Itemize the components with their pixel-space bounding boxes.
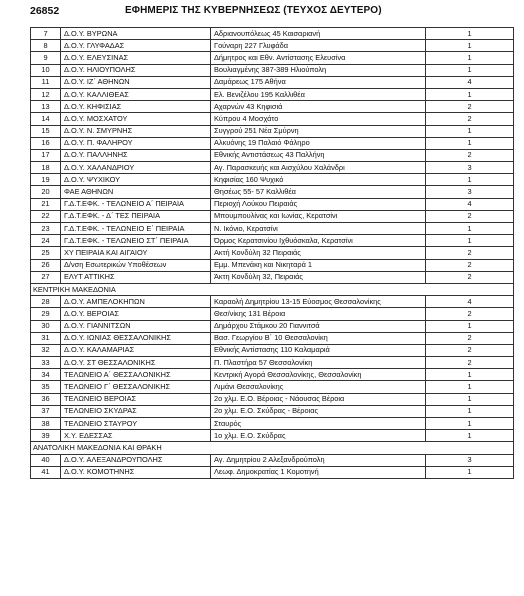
table-row (31, 418, 514, 430)
office-address: Καραολή Δημητρίου 13-15 Εύοσμος Θεσσαλονίκης (211, 296, 426, 308)
office-name: Δ.Ο.Υ. ΣΤ ΘΕΣΣΑΛΟΝΙΚΗΣ (61, 357, 211, 369)
position-count: 4 (426, 198, 514, 210)
office-name: Δ.Ο.Υ. ΒΥΡΩΝΑ (61, 28, 211, 40)
row-number: 41 (31, 466, 61, 478)
table-row (31, 223, 514, 235)
office-name: Γ.Δ.Τ.ΕΦΚ. - ΤΕΛΩΝΕΙΟ ΣΤ΄ ΠΕΙΡΑΙΑ (61, 235, 211, 247)
position-count: 2 (426, 113, 514, 125)
position-count: 2 (426, 210, 514, 222)
position-count: 2 (426, 259, 514, 271)
office-address: Σταυρός (211, 418, 426, 430)
position-count: 2 (426, 357, 514, 369)
table-row (31, 28, 514, 40)
office-name: Δ/νση Εσωτερικών Υποθέσεων (61, 259, 211, 271)
office-name: Δ.Ο.Υ. ΚΟΜΟΤΗΝΗΣ (61, 466, 211, 478)
section-row (31, 442, 514, 454)
table-row (31, 186, 514, 198)
row-number: 27 (31, 271, 61, 283)
journal-title: ΕΦΗΜΕΡΙΣ ΤΗΣ ΚΥΒΕΡΝΗΣΕΩΣ (ΤΕΥΧΟΣ ΔΕΥΤΕΡΟ) (125, 5, 382, 16)
office-address: Αχαρνών 43 Κηφισιά (211, 101, 426, 113)
office-name: ΤΕΛΩΝΕΙΟ ΣΤΑΥΡΟΥ (61, 418, 211, 430)
row-number: 19 (31, 174, 61, 186)
office-name: Δ.Ο.Υ. Ν. ΣΜΥΡΝΗΣ (61, 125, 211, 137)
position-count: 3 (426, 186, 514, 198)
position-count: 4 (426, 296, 514, 308)
table-row (31, 101, 514, 113)
office-address: Δαμάρεως 175 Αθήνα (211, 76, 426, 88)
position-count: 2 (426, 332, 514, 344)
office-name: Δ.Ο.Υ. ΗΛΙΟΥΠΟΛΗΣ (61, 64, 211, 76)
position-count: 1 (426, 64, 514, 76)
table-row (31, 308, 514, 320)
row-number: 9 (31, 52, 61, 64)
office-name: ΤΕΛΩΝΕΙΟ Γ΄ ΘΕΣΣΑΛΟΝΙΚΗΣ (61, 381, 211, 393)
table-row (31, 430, 514, 442)
office-address: Λιμάνι Θεσσαλονίκης (211, 381, 426, 393)
office-address: Μπουμπουλίνας και Ιωνίας, Κερατσίνι (211, 210, 426, 222)
position-count: 1 (426, 125, 514, 137)
row-number: 21 (31, 198, 61, 210)
office-name: Δ.Ο.Υ. ΕΛΕΥΣΙΝΑΣ (61, 52, 211, 64)
office-name: Δ.Ο.Υ. ΙΖ΄ ΑΘΗΝΩΝ (61, 76, 211, 88)
office-name: Δ.Ο.Υ. ΑΜΠΕΛΟΚΗΠΩΝ (61, 296, 211, 308)
position-count: 1 (426, 393, 514, 405)
office-name: ΤΕΛΩΝΕΙΟ Α΄ ΘΕΣΣΑΛΟΝΙΚΗΣ (61, 369, 211, 381)
office-address: Αλκυόνης 19 Παλαιό Φάληρο (211, 137, 426, 149)
office-name: Δ.Ο.Υ. ΙΩΝΙΑΣ ΘΕΣΣΑΛΟΝΙΚΗΣ (61, 332, 211, 344)
offices-table (30, 27, 514, 479)
office-name: ΤΕΛΩΝΕΙΟ ΣΚΥΔΡΑΣ (61, 405, 211, 417)
row-number: 10 (31, 64, 61, 76)
row-number: 11 (31, 76, 61, 88)
position-count: 2 (426, 271, 514, 283)
office-name: Δ.Ο.Υ. ΠΑΛΛΗΝΗΣ (61, 149, 211, 161)
position-count: 3 (426, 454, 514, 466)
position-count: 2 (426, 247, 514, 259)
position-count: 1 (426, 88, 514, 100)
table-row (31, 332, 514, 344)
section-row (31, 283, 514, 295)
position-count: 1 (426, 405, 514, 417)
position-count: 2 (426, 344, 514, 356)
page-header (30, 5, 512, 21)
row-number: 20 (31, 186, 61, 198)
office-address: Βουλιαγμένης 387-389 Ηλιούπολη (211, 64, 426, 76)
table-row (31, 113, 514, 125)
office-address: Αγ. Δημητρίου 2 Αλεξανδρούπολη (211, 454, 426, 466)
row-number: 39 (31, 430, 61, 442)
table-row (31, 198, 514, 210)
office-name: Δ.Ο.Υ. ΧΑΛΑΝΔΡΙΟΥ (61, 162, 211, 174)
office-address: 1ο χλμ. Ε.Ο. Σκύδρας (211, 430, 426, 442)
office-name: ΕΛΥΤ ΑΤΤΙΚΗΣ (61, 271, 211, 283)
office-name: Δ.Ο.Υ. ΑΛΕΞΑΝΔΡΟΥΠΟΛΗΣ (61, 454, 211, 466)
office-name: Γ.Δ.Τ.ΕΦΚ. - Δ΄ ΤΕΣ ΠΕΙΡΑΙΑ (61, 210, 211, 222)
office-address: Εθνικής Αντίστασης 110 Καλαμαριά (211, 344, 426, 356)
table-row (31, 357, 514, 369)
table-row (31, 247, 514, 259)
table-row (31, 125, 514, 137)
position-count: 3 (426, 162, 514, 174)
table-row (31, 235, 514, 247)
position-count: 1 (426, 235, 514, 247)
office-name: Δ.Ο.Υ. ΜΟΣΧΑΤΟΥ (61, 113, 211, 125)
office-name: Δ.Ο.Υ. ΒΕΡΟΙΑΣ (61, 308, 211, 320)
table-row (31, 466, 514, 478)
position-count: 1 (426, 28, 514, 40)
table-row (31, 88, 514, 100)
row-number: 26 (31, 259, 61, 271)
office-name: Γ.Δ.Τ.ΕΦΚ. - ΤΕΛΩΝΕΙΟ Α΄ ΠΕΙΡΑΙΑ (61, 198, 211, 210)
position-count: 1 (426, 381, 514, 393)
row-number: 30 (31, 320, 61, 332)
office-address: Κύπρου 4 Μοσχάτο (211, 113, 426, 125)
office-address: Δήμητρος και Εθν. Αντίστασης Ελευσίνα (211, 52, 426, 64)
row-number: 36 (31, 393, 61, 405)
table-row (31, 174, 514, 186)
table-row (31, 52, 514, 64)
office-address: Θησέως 55- 57 Καλλιθέα (211, 186, 426, 198)
office-name: Δ.Ο.Υ. ΓΛΥΦΑΔΑΣ (61, 40, 211, 52)
table-row (31, 64, 514, 76)
table-row (31, 296, 514, 308)
table-row (31, 271, 514, 283)
row-number: 34 (31, 369, 61, 381)
row-number: 13 (31, 101, 61, 113)
office-address: Ακτή Κονδύλη 32 Πειραιάς (211, 247, 426, 259)
office-name: Δ.Ο.Υ. Π. ΦΑΛΗΡΟΥ (61, 137, 211, 149)
office-address: Εμμ. Μπενάκη και Νικηταρά 1 (211, 259, 426, 271)
page-number: 26852 (30, 5, 60, 17)
office-name: Γ.Δ.Τ.ΕΦΚ. - ΤΕΛΩΝΕΙΟ Ε΄ ΠΕΙΡΑΙΑ (61, 223, 211, 235)
table-row (31, 454, 514, 466)
office-name: Δ.Ο.Υ. ΚΗΦΙΣΙΑΣ (61, 101, 211, 113)
table-row (31, 162, 514, 174)
row-number: 14 (31, 113, 61, 125)
position-count: 4 (426, 76, 514, 88)
row-number: 8 (31, 40, 61, 52)
table-row (31, 137, 514, 149)
office-name: Δ.Ο.Υ. ΨΥΧΙΚΟΥ (61, 174, 211, 186)
row-number: 28 (31, 296, 61, 308)
position-count: 2 (426, 308, 514, 320)
row-number: 29 (31, 308, 61, 320)
office-address: Π. Πλαστήρα 57 Θεσσαλονίκη (211, 357, 426, 369)
row-number: 37 (31, 405, 61, 417)
position-count: 1 (426, 137, 514, 149)
office-address: Συγγρού 251 Νέα Σμύρνη (211, 125, 426, 137)
office-name: ΦΑΕ ΑΘΗΝΩΝ (61, 186, 211, 198)
position-count: 1 (426, 52, 514, 64)
table-row (31, 393, 514, 405)
office-address: Γούναρη 227 Γλυφάδα (211, 40, 426, 52)
position-count: 1 (426, 320, 514, 332)
table-row (31, 381, 514, 393)
office-address: Όρμος Κερατσινίου Ιχθυόσκαλα, Κερατσίνι (211, 235, 426, 247)
table-row (31, 344, 514, 356)
row-number: 16 (31, 137, 61, 149)
office-name: Δ.Ο.Υ. ΚΑΛΛΙΘΕΑΣ (61, 88, 211, 100)
office-name: Δ.Ο.Υ. ΚΑΛΑΜΑΡΙΑΣ (61, 344, 211, 356)
row-number: 32 (31, 344, 61, 356)
office-address: Κεντρική Αγορά Θεσσαλονίκης, Θεσσαλονίκη (211, 369, 426, 381)
table-row (31, 40, 514, 52)
row-number: 7 (31, 28, 61, 40)
office-address: Θεσ/νίκης 131 Βέροια (211, 308, 426, 320)
office-address: Βασ. Γεωργίου Β΄ 10 Θεσσαλονίκη (211, 332, 426, 344)
position-count: 1 (426, 369, 514, 381)
row-number: 18 (31, 162, 61, 174)
office-address: Λεωφ. Δημοκρατίας 1 Κομοτηνή (211, 466, 426, 478)
section-heading: ΑΝΑΤΟΛΙΚΗ ΜΑΚΕΔΟΝΙΑ ΚΑΙ ΘΡΑΚΗ (31, 442, 514, 454)
row-number: 12 (31, 88, 61, 100)
office-address: Ελ. Βενιζέλου 195 Καλλιθέα (211, 88, 426, 100)
office-address: 2ο χλμ. Ε.Ο. Σκύδρας - Βέροιας (211, 405, 426, 417)
row-number: 22 (31, 210, 61, 222)
office-address: Άκτη Κονδύλη 32, Πειραιάς (211, 271, 426, 283)
position-count: 1 (426, 466, 514, 478)
section-heading: ΚΕΝΤΡΙΚΗ ΜΑΚΕΔΟΝΙΑ (31, 283, 514, 295)
row-number: 33 (31, 357, 61, 369)
position-count: 1 (426, 418, 514, 430)
row-number: 23 (31, 223, 61, 235)
row-number: 24 (31, 235, 61, 247)
position-count: 1 (426, 40, 514, 52)
row-number: 25 (31, 247, 61, 259)
office-name: ΤΕΛΩΝΕΙΟ ΒΕΡΟΙΑΣ (61, 393, 211, 405)
office-name: Χ.Υ. ΕΔΕΣΣΑΣ (61, 430, 211, 442)
position-count: 1 (426, 430, 514, 442)
office-address: Περιοχή Λούκου Πειραιάς (211, 198, 426, 210)
office-address: 2ο χλμ. Ε.Ο. Βέροιας - Νάουσας Βέροια (211, 393, 426, 405)
table-row (31, 259, 514, 271)
table-row (31, 320, 514, 332)
row-number: 17 (31, 149, 61, 161)
table-row (31, 369, 514, 381)
row-number: 31 (31, 332, 61, 344)
position-count: 1 (426, 223, 514, 235)
row-number: 35 (31, 381, 61, 393)
table-row (31, 210, 514, 222)
offices-table-body (31, 28, 514, 479)
office-address: Δημάρχου Στάμκου 20 Γιαννιτσά (211, 320, 426, 332)
position-count: 2 (426, 101, 514, 113)
row-number: 15 (31, 125, 61, 137)
office-address: Αδριανουπόλεως 45 Καισαριανή (211, 28, 426, 40)
office-name: Δ.Ο.Υ. ΓΙΑΝΝΙΤΣΩΝ (61, 320, 211, 332)
office-address: Κηφισίας 160 Ψυχικό (211, 174, 426, 186)
office-address: Ν. Ικόνιο, Κερατσίνι (211, 223, 426, 235)
row-number: 40 (31, 454, 61, 466)
position-count: 1 (426, 174, 514, 186)
table-row (31, 76, 514, 88)
row-number: 38 (31, 418, 61, 430)
office-address: Εθνικής Αντιστάσεως 43 Παλλήνη (211, 149, 426, 161)
position-count: 2 (426, 149, 514, 161)
office-name: ΧΥ ΠΕΙΡΑΙΑ ΚΑΙ ΑΙΓΑΙΟΥ (61, 247, 211, 259)
table-row (31, 149, 514, 161)
office-address: Αγ. Παρασκευής και Αισχύλου Χαλάνδρι (211, 162, 426, 174)
table-row (31, 405, 514, 417)
